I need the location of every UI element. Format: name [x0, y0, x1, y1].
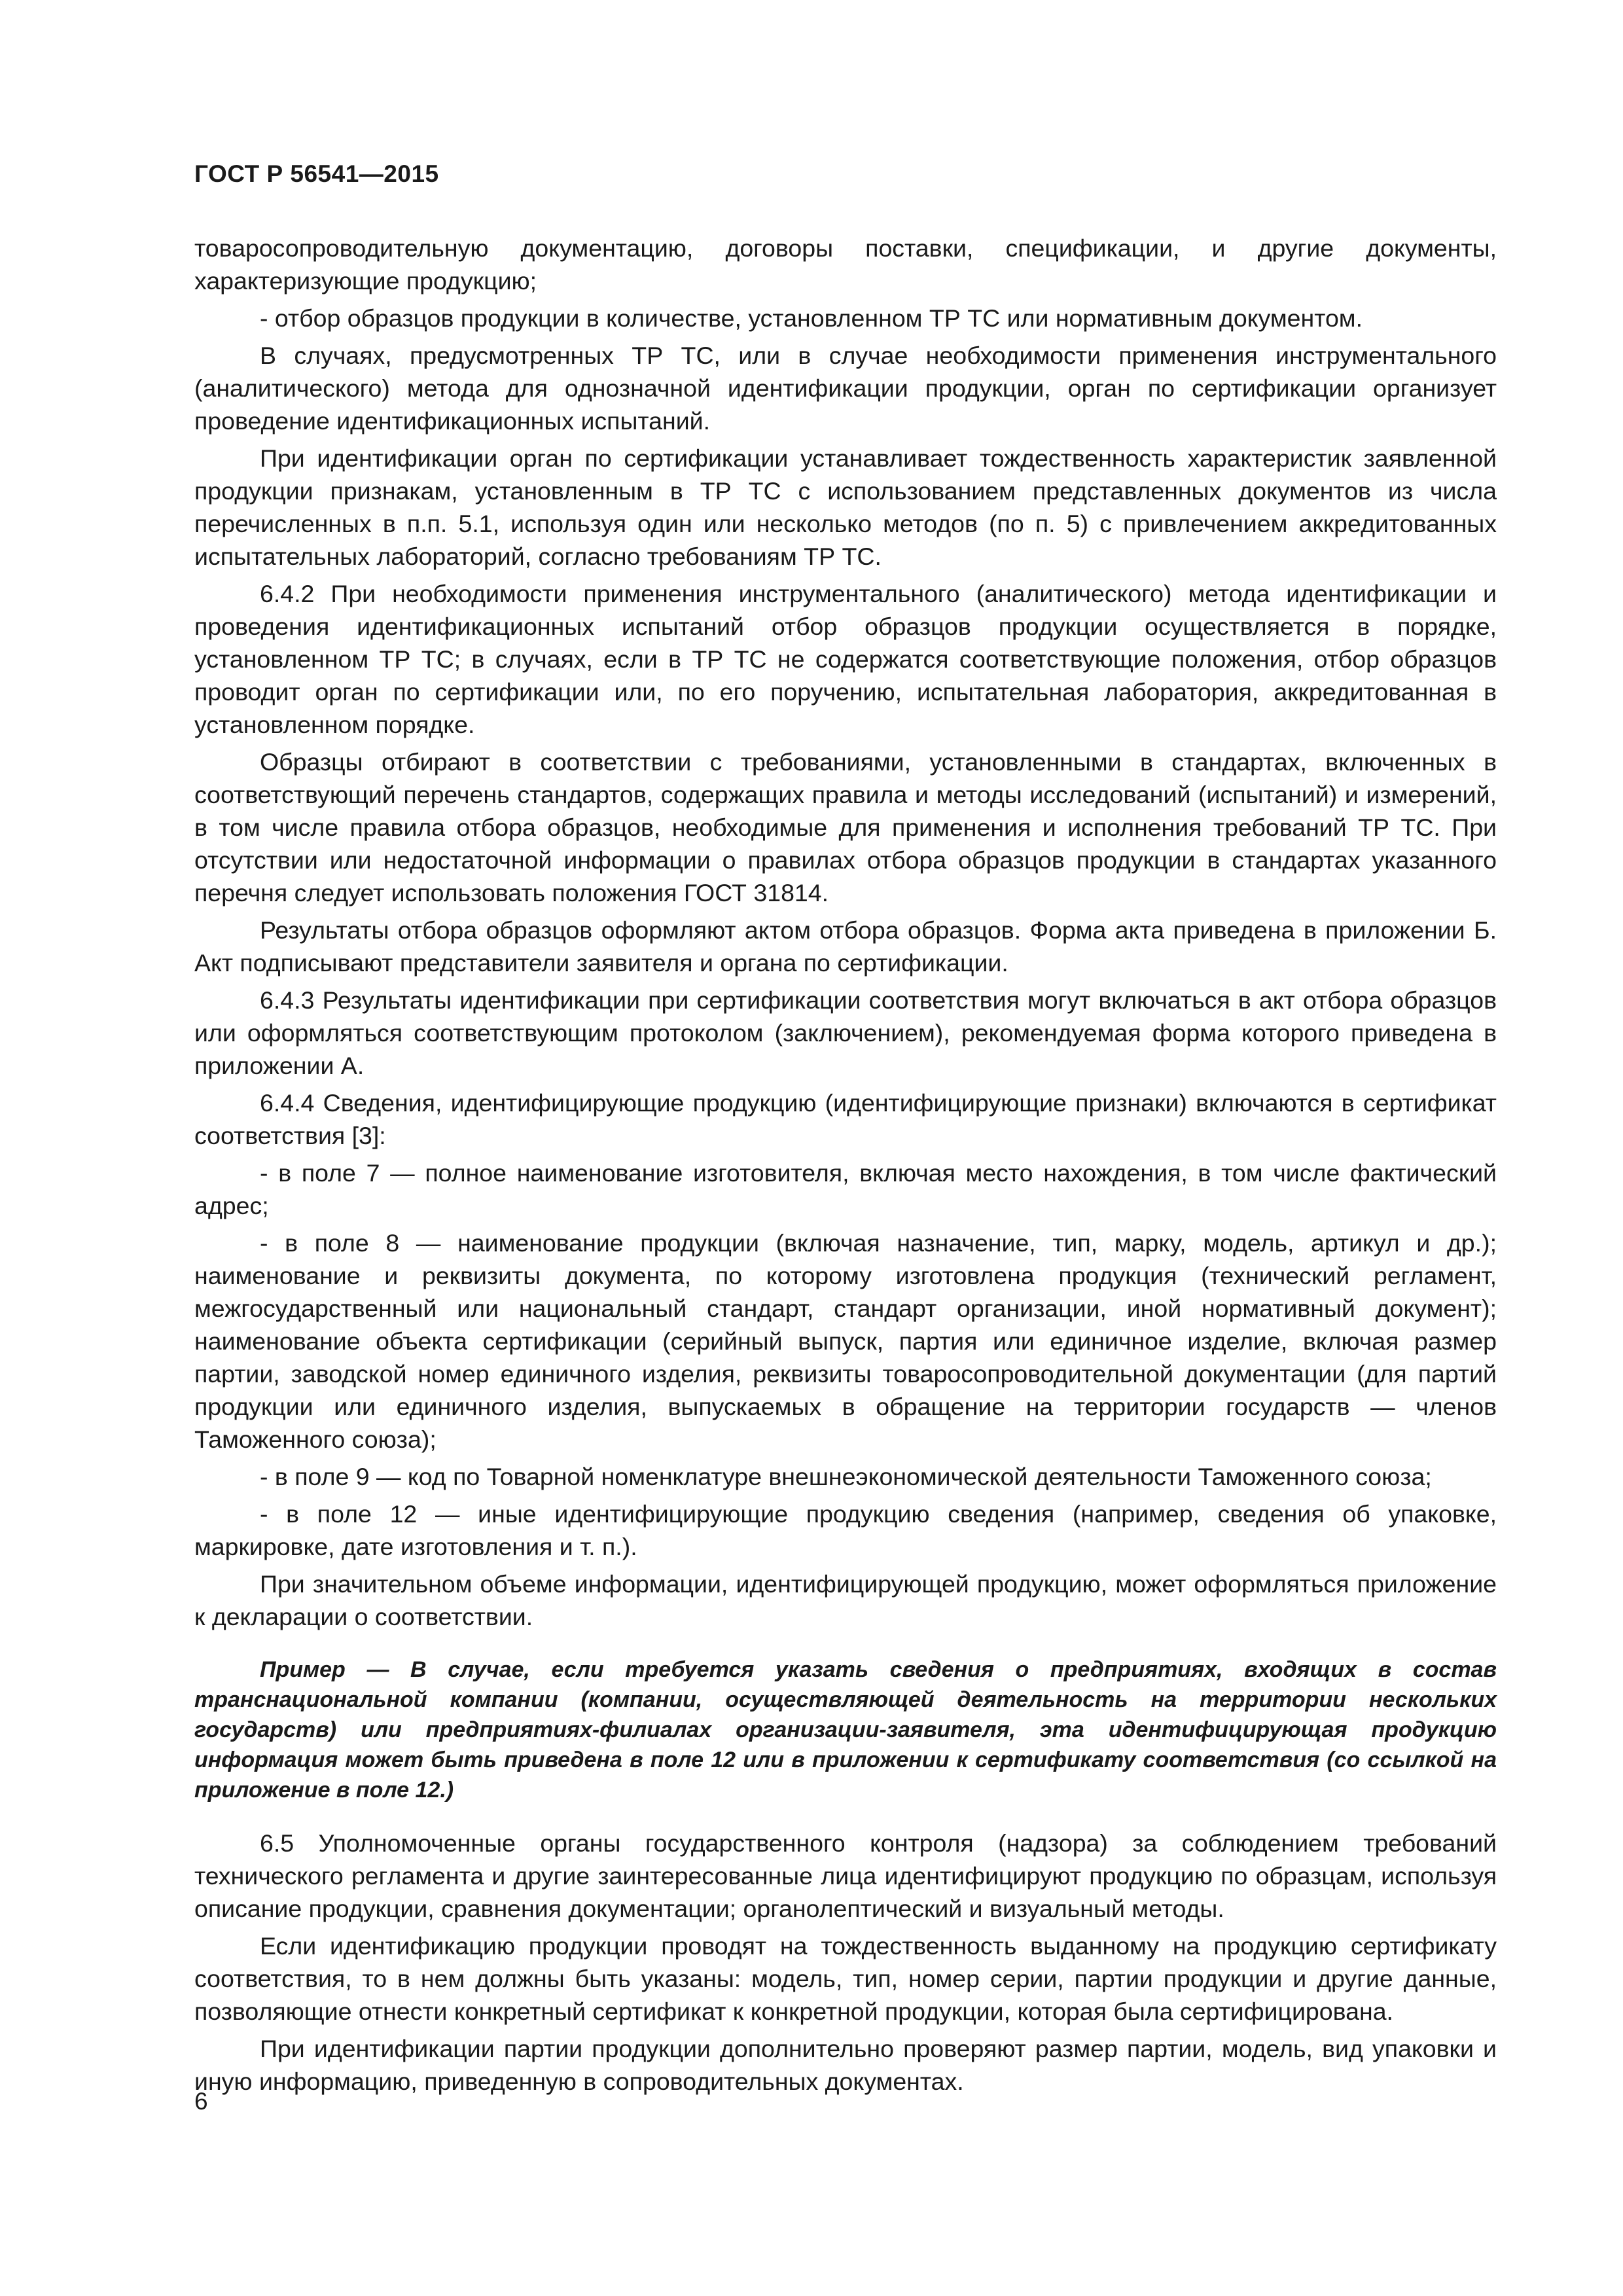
paragraph: 6.4.3 Результаты идентификации при сертификации соответствия могут включаться в акт отбора образцов или оформляться соответствующим протоколом (заключением), рекомендуемая форма которого приведена в приложении А. [194, 986, 1497, 1079]
paragraph: - в поле 8 — наименование продукции (включая назначение, тип, марку, модель, артикул и др.); наименование и реквизиты документа, по которому изготовлена продукция (технический регламент, межгосударственный или национальный стандарт, стандарт организации, иной нормативный документ); наименование объекта сертификации (серийный выпуск, партия или единичное изделие, включая размер партии, заводской номер единичного изделия, реквизиты товаросопроводительной документации (для партий продукции или единичного изделия, выпускаемых в обращение на территории государств — членов Таможенного союза); [194, 1229, 1497, 1453]
paragraph: товаросопроводительную документацию, договоры поставки, спецификации, и другие документы, характеризующие продукцию; [194, 234, 1497, 295]
paragraph: В случаях, предусмотренных ТР ТС, или в случае необходимости применения инструментального (аналитического) метода для однозначной идентификации продукции, орган по сертификации организует проведение идентификационных испытаний. [194, 342, 1497, 435]
example-note: Пример — В случае, если требуется указать сведения о предприятиях, входящих в состав транснациональной компании (компании, осуществляющей деятельность на территории нескольких государств) или предприятиях-филиалах организации-заявителя, эта идентифицирующая продукцию информация может быть приведена в поле 12 или в приложении к сертификату соответствия (со ссылкой на приложение в поле 12.) [194, 1657, 1497, 1803]
paragraph: - в поле 12 — иные идентифицирующие продукцию сведения (например, сведения об упаковке, маркировке, дате изготовления и т. п.). [194, 1500, 1497, 1560]
paragraph: 6.4.2 При необходимости применения инструментального (аналитического) метода идентификации и проведения идентификационных испытаний отбор образцов продукции осуществляется в порядке, установленном ТР ТС; в случаях, если в ТР ТС не содержатся соответствующие положения, отбор образцов проводит орган по сертификации или, по его поручению, испытательная лаборатория, аккредитованная в установленном порядке. [194, 580, 1497, 738]
paragraph: Образцы отбирают в соответствии с требованиями, установленными в стандартах, включенных в соответствующий перечень стандартов, содержащих правила и методы исследований (испытаний) и измерений, в том числе правила отбора образцов, необходимые для применения и исполнения требований ТР ТС. При отсутствии или недостаточной информации о правилах отбора образцов продукции в стандартах указанного перечня следует использовать положения ГОСТ 31814. [194, 748, 1497, 906]
document-body [194, 232, 1497, 2102]
paragraph: - в поле 9 — код по Товарной номенклатуре внешнеэкономической деятельности Таможенного союза; [260, 1463, 1432, 1490]
paragraph: Результаты отбора образцов оформляют актом отбора образцов. Форма акта приведена в приложении Б. Акт подписывают представители заявителя и органа по сертификации. [194, 916, 1497, 977]
paragraph: - отбор образцов продукции в количестве, установленном ТР ТС или нормативным документом. [260, 304, 1363, 332]
paragraph: 6.5 Уполномоченные органы государственного контроля (надзора) за соблюдением требований технического регламента и другие заинтересованные лица идентифицируют продукцию по образцам, используя описание продукции, сравнения документации; органолептический и визуальный методы. [194, 1829, 1497, 1922]
document-header: ГОСТ Р 56541—2015 [194, 160, 439, 187]
paragraph: - в поле 7 — полное наименование изготовителя, включая место нахождения, в том числе фактический адрес; [194, 1159, 1497, 1219]
paragraph: 6.4.4 Сведения, идентифицирующие продукцию (идентифицирующие признаки) включаются в сертификат соответствия [3]: [194, 1089, 1497, 1149]
paragraph: При идентификации орган по сертификации устанавливает тождественность характеристик заявленной продукции признакам, установленным в ТР ТС с использованием представленных документов из числа перечисленных в п.п. 5.1, используя один или несколько методов (по п. 5) с привлечением аккредитованных испытательных лабораторий, согласно требованиям ТР ТС. [194, 444, 1497, 570]
page-number: 6 [194, 2088, 208, 2115]
paragraph: При значительном объеме информации, идентифицирующей продукцию, может оформляться приложение к декларации о соответствии. [194, 1570, 1497, 1630]
paragraph: При идентификации партии продукции дополнительно проверяют размер партии, модель, вид упаковки и иную информацию, приведенную в сопроводительных документах. [194, 2035, 1497, 2095]
paragraph: Если идентификацию продукции проводят на тождественность выданному на продукцию сертификату соответствия, то в нем должны быть указаны: модель, тип, номер серии, партии продукции и другие данные, позволяющие отнести конкретный сертификат к конкретной продукции, которая была сертифицирована. [194, 1932, 1497, 2025]
